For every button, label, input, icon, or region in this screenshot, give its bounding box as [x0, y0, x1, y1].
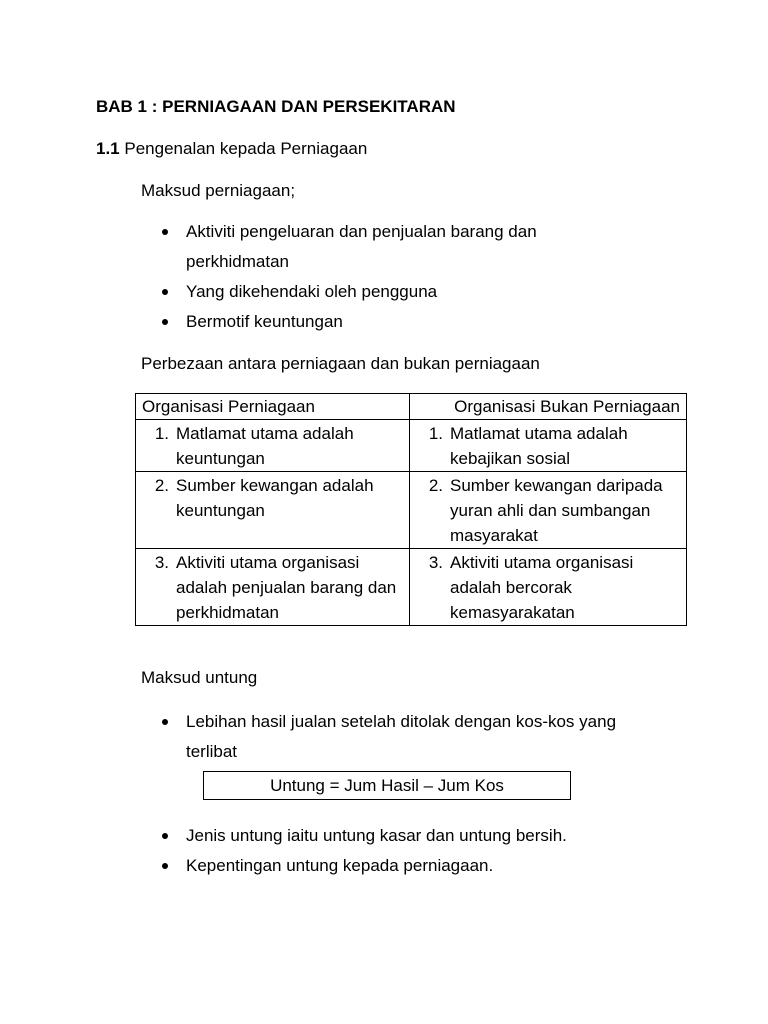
table-cell — [410, 472, 687, 549]
item-number: 2. — [428, 476, 443, 495]
bullet-text: Bermotif keuntungan — [186, 312, 343, 331]
table-row — [136, 549, 687, 626]
cell-text: Sumber kewangan daripada yuran ahli dan sumbangan masyarakat — [450, 476, 663, 545]
column-header-non-business: Organisasi Bukan Perniagaan — [410, 394, 687, 420]
list-item — [160, 307, 580, 337]
chapter-title: BAB 1 : PERNIAGAAN DAN PERSEKITARAN — [96, 97, 456, 116]
table-cell — [136, 549, 410, 626]
bullet-text: Lebihan hasil jualan setelah ditolak dengan kos-kos yang terlibat — [186, 712, 617, 761]
item-number: 3. — [428, 553, 443, 572]
list-item — [160, 217, 580, 277]
definition-list — [160, 217, 580, 337]
definition-heading: Maksud perniagaan; — [141, 181, 296, 200]
list-item — [160, 707, 660, 767]
section-number: 1.1 — [96, 139, 120, 158]
cell-text: Matlamat utama adalah kebajikan sosial — [450, 424, 628, 468]
list-item — [160, 851, 660, 881]
bullet-text: Jenis untung iaitu untung kasar dan untung bersih. — [186, 826, 567, 845]
table-cell — [136, 420, 410, 472]
item-number: 3. — [154, 553, 169, 572]
item-number: 2. — [154, 476, 169, 495]
table-cell — [410, 420, 687, 472]
bullet-text: Kepentingan untung kepada perniagaan. — [186, 856, 494, 875]
profit-formula-box: Untung = Jum Hasil – Jum Kos — [203, 771, 571, 800]
bullet-text: Yang dikehendaki oleh pengguna — [186, 282, 438, 301]
profit-heading: Maksud untung — [141, 668, 258, 687]
cell-text: Aktiviti utama organisasi adalah penjualan barang dan perkhidmatan — [176, 553, 397, 622]
item-number: 1. — [154, 424, 169, 443]
list-item — [160, 821, 660, 851]
section-heading — [96, 139, 367, 159]
table-row — [136, 420, 687, 472]
cell-text: Aktiviti utama organisasi adalah bercorak kemasyarakatan — [450, 553, 634, 622]
table-row — [136, 472, 687, 549]
section-title: Pengenalan kepada Perniagaan — [124, 139, 368, 158]
profit-notes-list — [160, 821, 660, 881]
item-number: 1. — [428, 424, 443, 443]
comparison-table — [135, 393, 687, 626]
list-item — [160, 277, 580, 307]
cell-text: Sumber kewangan adalah keuntungan — [176, 476, 374, 520]
table-cell — [136, 472, 410, 549]
column-header-business: Organisasi Perniagaan — [136, 394, 410, 420]
profit-list — [160, 707, 660, 767]
table-header-row — [136, 394, 687, 420]
table-cell — [410, 549, 687, 626]
bullet-text: Aktiviti pengeluaran dan penjualan barang dan perkhidmatan — [186, 222, 537, 271]
comparison-heading: Perbezaan antara perniagaan dan bukan perniagaan — [141, 354, 540, 373]
cell-text: Matlamat utama adalah keuntungan — [176, 424, 354, 468]
